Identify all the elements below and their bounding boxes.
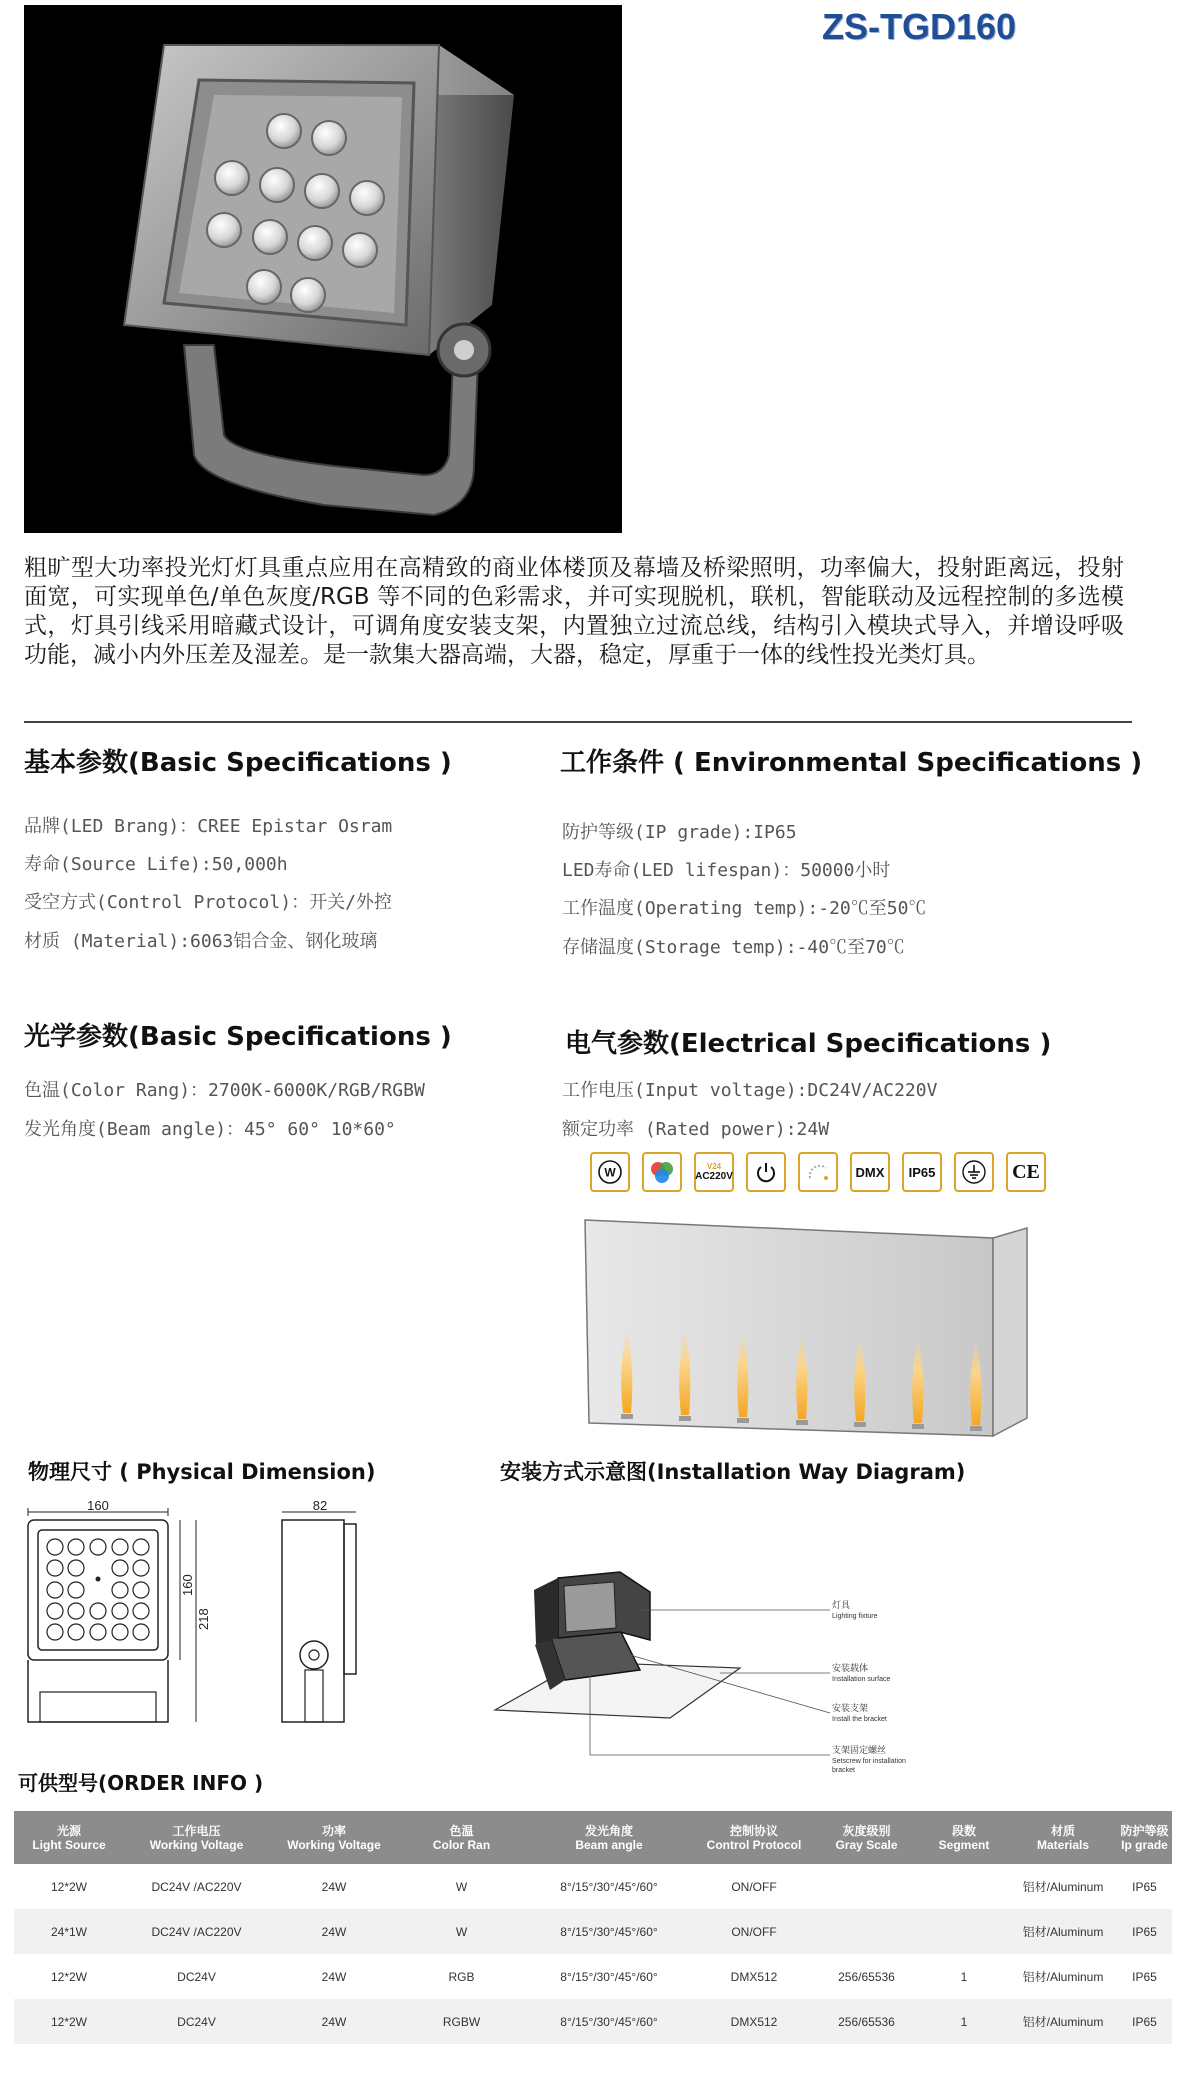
spec-control: 受空方式(Control Protocol)：开关/外控	[24, 892, 392, 913]
col-segment: 段数 Segment	[919, 1811, 1009, 1864]
spec-brand: 品牌(LED Brang)：CREE Epistar Osram	[24, 816, 393, 837]
table-row: 24*1W DC24V /AC220V 24W W 8°/15°/30°/45°/60° ON/OFF 铝材/Aluminum IP65	[14, 1909, 1172, 1954]
svg-text:安装载体: 安装载体	[832, 1663, 869, 1673]
order-info-title: 可供型号(ORDER INFO )	[18, 1771, 264, 1795]
watt-icon	[590, 1152, 630, 1192]
col-ip-grade: 防护等级 Ip grade	[1117, 1811, 1172, 1864]
power-icon	[746, 1152, 786, 1192]
table-row: 12*2W DC24V 24W RGBW 8°/15°/30°/45°/60° DMX512 256/65536 1 铝材/Aluminum IP65	[14, 1999, 1172, 2044]
svg-text:Installation surface: Installation surface	[832, 1676, 891, 1683]
optical-spec-title: 光学参数(Basic Specifications )	[24, 1022, 452, 1052]
svg-text:Lighting fixture: Lighting fixture	[832, 1613, 878, 1620]
spec-material: 材质 (Material):6063铝合金、钢化玻璃	[24, 931, 378, 952]
table-row: 12*2W DC24V 24W RGB 8°/15°/30°/45°/60° DMX512 256/65536 1 铝材/Aluminum IP65	[50, 1969, 1157, 1984]
col-materials: 材质 Materials	[1009, 1811, 1117, 1864]
ground-icon	[954, 1152, 994, 1192]
col-color-temp: 色温 Color Ran	[399, 1811, 524, 1864]
product-photo	[24, 5, 622, 533]
table-row-empty	[14, 2044, 1172, 2080]
spec-led-life: LED寿命(LED lifespan)：50000小时	[562, 860, 891, 881]
physical-dimension-title: 物理尺寸 ( Physical Dimension)	[28, 1460, 376, 1484]
spec-color: 色温(Color Rang)：2700K-6000K/RGB/RGBW	[24, 1080, 425, 1101]
svg-text:160: 160	[87, 1500, 109, 1513]
spec-op-temp: 工作温度(Operating temp):-20℃至50℃	[562, 898, 927, 919]
spec-storage-temp: 存储温度(Storage temp):-40℃至70℃	[562, 937, 905, 958]
svg-text:160: 160	[180, 1574, 195, 1596]
dmx-icon: DMX	[850, 1152, 890, 1192]
model-title: ZS-TGD160	[822, 6, 1017, 47]
order-table	[14, 1811, 1172, 2080]
spec-life: 寿命(Source Life):50,000h	[24, 854, 288, 875]
spec-beam: 发光角度(Beam angle)：45° 60° 10*60°	[24, 1119, 396, 1140]
order-table-header	[14, 1811, 1172, 1864]
env-spec-title: 工作条件 ( Environmental Specifications )	[560, 748, 1143, 778]
svg-text:218: 218	[196, 1608, 211, 1630]
dimming-icon	[798, 1152, 838, 1192]
spec-power: 额定功率 (Rated power):24W	[562, 1119, 830, 1140]
svg-text:W: W	[604, 1165, 616, 1180]
col-gray-scale: 灰度级别 Gray Scale	[814, 1811, 919, 1864]
spec-ip: 防护等级(IP grade):IP65	[562, 822, 797, 843]
ce-icon: CE	[1006, 1152, 1046, 1192]
dimension-drawing	[20, 1500, 370, 1725]
table-row: 12*2W DC24V /AC220V 24W W 8°/15°/30°/45°/60° ON/OFF 铝材/Aluminum IP65	[50, 1879, 1157, 1894]
installation-diagram	[490, 1540, 940, 1785]
svg-text:灯具: 灯具	[832, 1600, 851, 1610]
col-light-source: 光源 Light Source	[14, 1811, 124, 1864]
col-control-protocol: 控制协议 Control Protocol	[694, 1811, 814, 1864]
svg-text:支架固定螺丝: 支架固定螺丝	[832, 1745, 887, 1755]
basic-spec-title: 基本参数(Basic Specifications )	[24, 748, 452, 778]
svg-text:82: 82	[312, 1500, 328, 1513]
divider	[24, 721, 1132, 723]
svg-text:Install the bracket: Install the bracket	[832, 1716, 887, 1723]
rgb-color-icon	[642, 1152, 682, 1192]
installation-title: 安装方式示意图(Installation Way Diagram)	[500, 1460, 966, 1484]
intro-paragraph: 粗旷型大功率投光灯灯具重点应用在高精致的商业体楼顶及幕墙及桥梁照明，功率偏大，投射距离远，投射面宽，可实现单色/单色灰度/RGB 等不同的色彩需求，并可实现脱机，联机，智能联动及远程控制的多选模式，灯具引线采用暗藏式设计，可调角度安装支架，内置独立过流总线，结构引入模块式导入，并增设呼吸功能，减小内外压差及湿差。是一款集大器高端，大器，稳定，厚重于一体的线性投光类灯具。	[24, 555, 1124, 668]
wall-wash-illustration	[583, 1218, 1028, 1440]
spec-voltage: 工作电压(Input voltage):DC24V/AC220V	[562, 1080, 938, 1101]
svg-text:Setscrew for installation: Setscrew for installation	[832, 1758, 906, 1765]
svg-text:bracket: bracket	[832, 1767, 855, 1774]
svg-text:安装支架: 安装支架	[832, 1703, 869, 1713]
col-working-voltage: 工作电压 Working Voltage	[124, 1811, 269, 1864]
electrical-spec-title: 电气参数(Electrical Specifications )	[565, 1029, 1052, 1059]
ip65-icon: IP65	[902, 1152, 942, 1192]
col-beam-angle: 发光角度 Beam angle	[524, 1811, 694, 1864]
ac-voltage-icon: V24 AC220V	[694, 1152, 734, 1192]
col-power: 功率 Working Voltage	[269, 1811, 399, 1864]
